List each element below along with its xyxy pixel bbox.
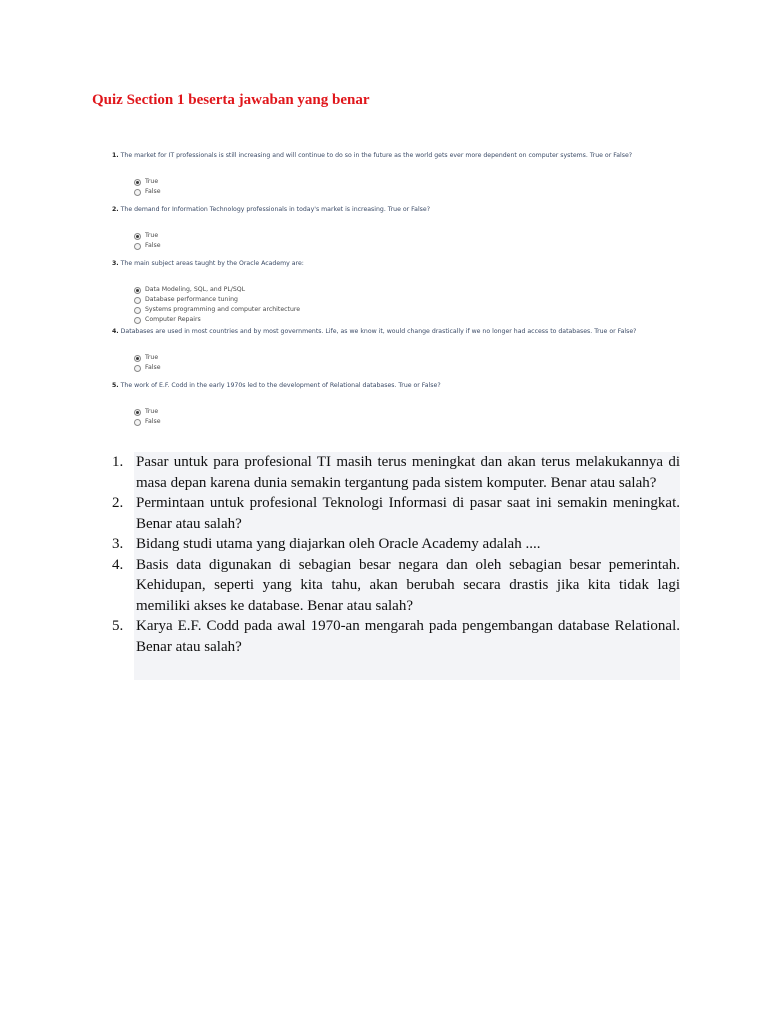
radio-empty-icon[interactable] xyxy=(134,365,141,372)
item-text: Basis data digunakan di sebagian besar negara dan oleh sebagian besar pemerintah. Kehidupan, seperti yang kita tahu, akan berubah secara drastis jika kita tidak lagi memiliki akses ke database. Benar atau salah? xyxy=(136,556,680,614)
answer-options xyxy=(112,231,682,251)
question-text xyxy=(112,328,682,335)
question-text xyxy=(112,260,682,267)
translation-item xyxy=(104,555,680,617)
item-text: Bidang studi utama yang diajarkan oleh Oracle Academy adalah .... xyxy=(136,536,541,552)
item-text: Karya E.F. Codd pada awal 1970-an mengarah pada pengembangan database Relational. Benar atau salah? xyxy=(136,618,680,655)
answer-option[interactable] xyxy=(134,363,682,373)
answer-option[interactable] xyxy=(134,241,682,251)
item-number: 1. xyxy=(112,454,124,470)
option-label: Database performance tuning xyxy=(145,296,238,303)
question-label: Databases are used in most countries and by most governments. Life, as we know it, would change drastically if we no longer had access to databases. True or False? xyxy=(120,328,637,335)
answer-option[interactable] xyxy=(134,315,682,325)
translation-list xyxy=(104,452,680,657)
quiz-question xyxy=(112,260,682,325)
radio-selected-icon[interactable] xyxy=(134,355,141,362)
option-label: True xyxy=(145,178,159,185)
option-label: False xyxy=(145,188,161,195)
answer-options xyxy=(112,285,682,325)
item-number: 4. xyxy=(112,556,124,573)
question-label: The main subject areas taught by the Oracle Academy are: xyxy=(120,260,304,267)
radio-empty-icon[interactable] xyxy=(134,297,141,304)
radio-selected-icon[interactable] xyxy=(134,179,141,186)
quiz-question xyxy=(112,152,682,197)
item-number: 2. xyxy=(112,495,124,511)
quiz-question xyxy=(112,382,682,427)
quiz-question xyxy=(112,328,682,373)
radio-selected-icon[interactable] xyxy=(134,409,141,416)
answer-option[interactable] xyxy=(134,417,682,427)
answer-option[interactable] xyxy=(134,177,682,187)
question-label: The demand for Information Technology professionals in today's market is increasing. True or False? xyxy=(120,206,430,213)
answer-option[interactable] xyxy=(134,187,682,197)
answer-options xyxy=(112,407,682,427)
document-title: Quiz Section 1 beserta jawaban yang benar xyxy=(92,92,370,108)
answer-option[interactable] xyxy=(134,407,682,417)
translation-item xyxy=(104,534,680,555)
radio-empty-icon[interactable] xyxy=(134,419,141,426)
option-label: Systems programming and computer architecture xyxy=(145,306,301,313)
answer-option[interactable] xyxy=(134,295,682,305)
question-number: 3. xyxy=(112,260,119,267)
question-number: 1. xyxy=(112,152,119,159)
answer-option[interactable] xyxy=(134,231,682,241)
option-label: False xyxy=(145,418,161,425)
answer-options xyxy=(112,353,682,373)
option-label: True xyxy=(145,232,159,239)
question-label: The market for IT professionals is still increasing and will continue to do so in the future as the world gets ever more dependent on computer systems. True or False? xyxy=(120,152,633,159)
radio-selected-icon[interactable] xyxy=(134,287,141,294)
option-label: False xyxy=(145,364,161,371)
radio-empty-icon[interactable] xyxy=(134,307,141,314)
option-label: Computer Repairs xyxy=(145,316,201,323)
question-label: The work of E.F. Codd in the early 1970s led to the development of Relational databases. True or False? xyxy=(120,382,441,389)
translation-item xyxy=(104,452,680,493)
translation-item xyxy=(104,616,680,657)
answer-option[interactable] xyxy=(134,305,682,315)
translation-section xyxy=(104,452,680,680)
quiz-screenshot xyxy=(112,152,682,428)
question-text xyxy=(112,152,682,159)
item-text: Pasar untuk para profesional TI masih terus meningkat dan akan terus melakukannya di masa depan karena dunia semakin tergantung pada sistem komputer. Benar atau salah? xyxy=(136,454,680,491)
option-label: Data Modeling, SQL, and PL/SQL xyxy=(145,286,246,293)
question-text xyxy=(112,206,682,213)
question-number: 5. xyxy=(112,382,119,389)
item-number: 5. xyxy=(112,618,124,634)
radio-empty-icon[interactable] xyxy=(134,243,141,250)
answer-option[interactable] xyxy=(134,285,682,295)
option-label: True xyxy=(145,354,159,361)
question-text xyxy=(112,382,682,389)
radio-empty-icon[interactable] xyxy=(134,317,141,324)
question-number: 4. xyxy=(112,328,119,335)
answer-options xyxy=(112,177,682,197)
item-number: 3. xyxy=(112,536,124,552)
question-number: 2. xyxy=(112,206,119,213)
quiz-question xyxy=(112,206,682,251)
item-text: Permintaan untuk profesional Teknologi Informasi di pasar saat ini semakin meningkat. Benar atau salah? xyxy=(136,495,680,532)
radio-selected-icon[interactable] xyxy=(134,233,141,240)
radio-empty-icon[interactable] xyxy=(134,189,141,196)
answer-option[interactable] xyxy=(134,353,682,363)
translation-item xyxy=(104,493,680,534)
option-label: False xyxy=(145,242,161,249)
option-label: True xyxy=(145,408,159,415)
